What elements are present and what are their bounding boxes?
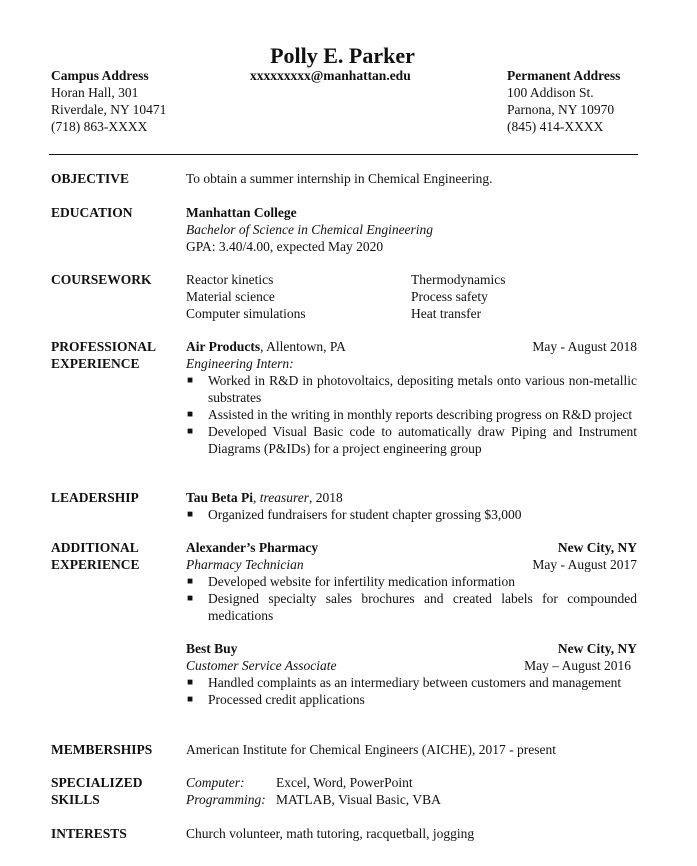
interests-text: Church volunteer, math tutoring, racquetball, jogging bbox=[186, 826, 475, 841]
course-item: Material science bbox=[186, 289, 275, 304]
bullet-icon: ■ bbox=[187, 509, 194, 520]
skills-heading: SPECIALIZED SKILLS bbox=[51, 775, 143, 807]
bullet-icon: ■ bbox=[187, 409, 194, 420]
skill-label-programming: Programming: bbox=[186, 792, 266, 807]
bullet-list bbox=[186, 506, 637, 523]
employer-name: Alexander’s Pharmacy bbox=[186, 540, 319, 555]
campus-address-title: Campus Address bbox=[51, 68, 149, 83]
bullet-icon: ■ bbox=[187, 677, 194, 688]
list-item: ■ Organized fundraisers for student chapter grossing $3,000 bbox=[187, 507, 522, 522]
bullet-list bbox=[186, 674, 637, 708]
leadership-year: , 2018 bbox=[309, 490, 343, 505]
objective-heading: OBJECTIVE bbox=[51, 171, 130, 186]
permanent-address-title: Permanent Address bbox=[507, 68, 621, 83]
employer-location: , Allentown, PA bbox=[260, 339, 346, 354]
membership-text: American Institute for Chemical Engineers (AICHE), 2017 - present bbox=[186, 742, 557, 757]
header-divider bbox=[49, 154, 638, 155]
skill-value-programming: MATLAB, Visual Basic, VBA bbox=[276, 792, 441, 807]
interests-heading: INTERESTS bbox=[51, 826, 127, 841]
campus-address-line2: Riverdale, NY 10471 bbox=[51, 102, 167, 117]
employment-dates: May – August 2016 bbox=[524, 658, 631, 673]
bullet-icon: ■ bbox=[187, 694, 194, 705]
list-item: ■ Handled complaints as an intermediary between customers and management bbox=[187, 675, 622, 690]
bullet-icon: ■ bbox=[187, 375, 194, 386]
additional-experience-heading: ADDITIONAL EXPERIENCE bbox=[51, 540, 140, 572]
job-title: Engineering Intern: bbox=[186, 356, 294, 371]
list-item: ■ Processed credit applications bbox=[187, 692, 365, 707]
job-title: Pharmacy Technician bbox=[186, 557, 304, 572]
course-item: Process safety bbox=[411, 289, 488, 304]
job-title: Customer Service Associate bbox=[186, 658, 337, 673]
course-item: Reactor kinetics bbox=[186, 272, 274, 287]
bullet-icon: ■ bbox=[187, 576, 194, 587]
campus-phone: (718) 863-XXXX bbox=[51, 119, 148, 134]
course-item: Computer simulations bbox=[186, 306, 306, 321]
skill-label-computer: Computer: bbox=[186, 775, 245, 790]
bullet-icon: ■ bbox=[187, 426, 194, 437]
employment-dates: May - August 2017 bbox=[532, 557, 637, 572]
memberships-heading: MEMBERSHIPS bbox=[51, 742, 153, 757]
organization-name: Tau Beta Pi bbox=[186, 490, 254, 505]
bullet-list bbox=[186, 372, 637, 457]
permanent-address-line2: Parnona, NY 10970 bbox=[507, 102, 615, 117]
list-item: ■ Developed website for infertility medication information bbox=[187, 574, 516, 589]
employer-name: Best Buy bbox=[186, 641, 238, 656]
employer-name: Air Products bbox=[186, 339, 261, 354]
leadership-role: treasurer bbox=[259, 490, 310, 505]
email-address: xxxxxxxxx@manhattan.edu bbox=[250, 68, 411, 83]
objective-text: To obtain a summer internship in Chemical Engineering. bbox=[186, 171, 493, 186]
coursework-heading: COURSEWORK bbox=[51, 272, 152, 287]
employer-location: New City, NY bbox=[557, 641, 637, 656]
campus-address bbox=[51, 67, 166, 135]
course-item: Heat transfer bbox=[411, 306, 482, 321]
employment-dates: May - August 2018 bbox=[532, 339, 637, 354]
professional-experience-heading: PROFESSIONAL EXPERIENCE bbox=[51, 339, 157, 371]
employer-location: New City, NY bbox=[557, 540, 637, 555]
degree: Bachelor of Science in Chemical Engineering bbox=[186, 222, 434, 237]
bullet-icon: ■ bbox=[187, 593, 194, 604]
list-item: ■ Designed specialty sales brochures and created labels for compounded medications bbox=[187, 591, 637, 623]
leadership-heading: LEADERSHIP bbox=[51, 490, 139, 505]
list-item: ■ Worked in R&D in photovoltaics, depositing metals onto various non-metallic substrates bbox=[187, 373, 637, 405]
course-item: Thermodynamics bbox=[411, 272, 506, 287]
bullet-list bbox=[186, 573, 637, 624]
list-item: ■ Assisted in the writing in monthly reports describing progress on R&D project bbox=[187, 407, 633, 422]
education-heading: EDUCATION bbox=[51, 205, 133, 220]
permanent-address-line1: 100 Addison St. bbox=[507, 85, 594, 100]
permanent-phone: (845) 414-XXXX bbox=[507, 119, 604, 134]
resume-name: Polly E. Parker bbox=[270, 43, 415, 68]
campus-address-line1: Horan Hall, 301 bbox=[51, 85, 139, 100]
skill-value-computer: Excel, Word, PowerPoint bbox=[276, 775, 413, 790]
gpa: GPA: 3.40/4.00, expected May 2020 bbox=[186, 239, 384, 254]
list-item: ■ Developed Visual Basic code to automatically draw Piping and Instrument Diagrams (P&IDs) for a project engineering group bbox=[187, 424, 637, 456]
permanent-address bbox=[507, 67, 620, 135]
school-name: Manhattan College bbox=[186, 205, 297, 220]
